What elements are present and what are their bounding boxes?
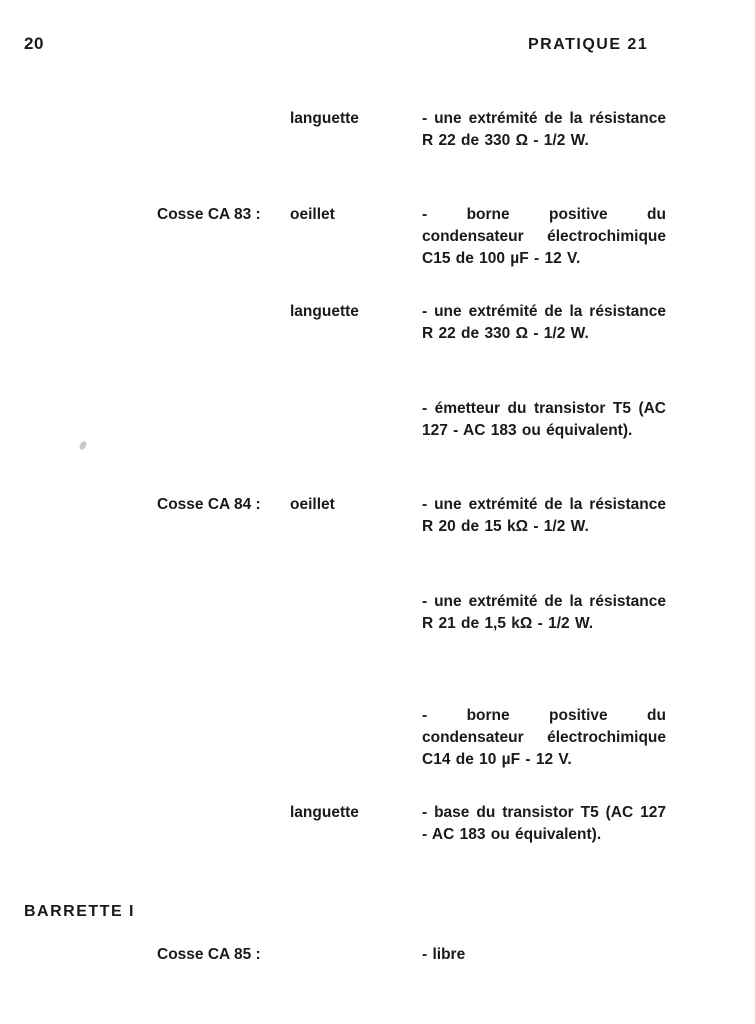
connection-description: - borne positive du condensateur électrochimique C15 de 100 µF - 12 V. — [422, 206, 666, 267]
connection-description: - une extrémité de la résistance R 21 de 1,5 kΩ - 1/2 W. — [422, 593, 666, 632]
connection-description: - borne positive du condensateur électrochimique C14 de 10 µF - 12 V. — [422, 707, 666, 768]
cosse-label: Cosse CA 84 : — [157, 496, 261, 513]
connection-description: - libre — [422, 946, 466, 963]
connection-description: - une extrémité de la résistance R 22 de 330 Ω - 1/2 W. — [422, 303, 666, 342]
terminal-label: languette — [290, 303, 359, 320]
terminal-label: languette — [290, 804, 359, 821]
page-number: 20 — [24, 34, 44, 53]
connection-description: - une extrémité de la résistance R 20 de 15 kΩ - 1/2 W. — [422, 496, 666, 535]
cosse-label: Cosse CA 83 : — [157, 206, 261, 223]
cosse-label: Cosse CA 85 : — [157, 946, 261, 963]
scan-speck — [78, 440, 88, 451]
terminal-label: oeillet — [290, 206, 335, 223]
section-title: BARRETTE I — [24, 903, 135, 920]
connection-description: - base du transistor T5 (AC 127 - AC 183 ou équivalent). — [422, 804, 666, 843]
connection-description: - une extrémité de la résistance R 22 de 330 Ω - 1/2 W. — [422, 110, 666, 149]
running-title: PRATIQUE 21 — [528, 36, 649, 53]
terminal-label: languette — [290, 110, 359, 127]
terminal-label: oeillet — [290, 496, 335, 513]
connection-description: - émetteur du transistor T5 (AC 127 - AC 183 ou équivalent). — [422, 400, 666, 439]
